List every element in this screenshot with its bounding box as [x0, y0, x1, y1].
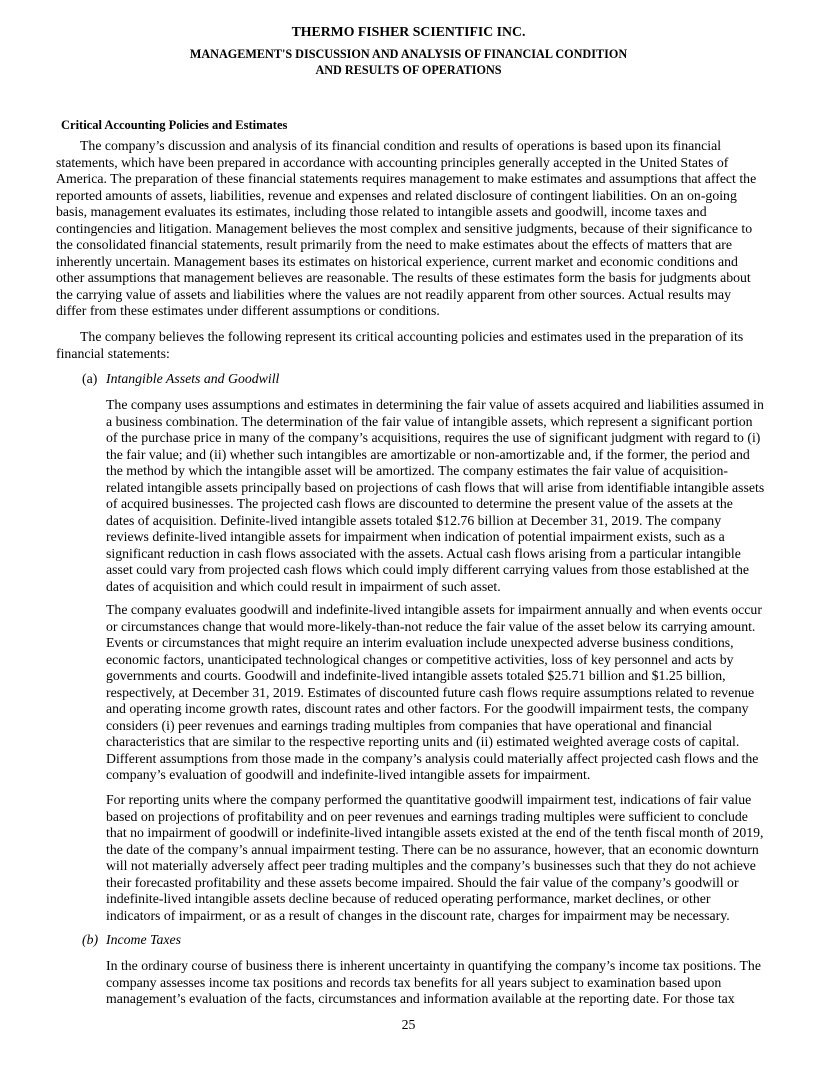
- item-heading-intangible-assets: [82, 371, 279, 388]
- text-line: management’s evaluation of the facts, circumstances and information available at the reporting date. For those tax: [106, 991, 735, 1006]
- text-line: company assesses income tax positions and records tax benefits for all years subject to examination based upon: [106, 974, 722, 990]
- text-line: The company believes the following represent its critical accounting policies and estimates used in the preparation of its: [80, 329, 744, 344]
- text-line: company’s evaluation of goodwill and indefinite-lived intangible assets for impairment.: [106, 767, 591, 782]
- text-line: The company uses assumptions and estimates in determining the fair value of assets acquired and liabilities assumed in: [106, 397, 764, 412]
- text-line: America. The preparation of these financial statements requires management to make estimates and assumptions that affect the: [56, 171, 757, 186]
- text-line: a business combination. The determination of the fair value of intangible assets, which represent a significant portion: [106, 413, 753, 429]
- text-line: characteristics that are similar to the respective reporting units and (ii) estimated weighted average costs of capital.: [106, 734, 740, 749]
- text-line: inherently uncertain. Management bases its estimates on historical experience, current market and economic conditions and: [56, 253, 738, 269]
- text-line: indicators of impairment, or as a result of changes in the discount rate, charges for impairment may be necessary.: [106, 907, 730, 923]
- text-line: will not materially adversely affect peer trading multiples and the company’s businesses such that they do not achieve: [106, 858, 756, 873]
- company-name: THERMO FISHER SCIENTIFIC INC.: [291, 24, 526, 39]
- text-line: contingencies and litigation. Management believes the most complex and sensitive judgments, because of their significance to: [56, 220, 753, 236]
- text-line: of the purchase price in many of the company’s acquisitions, requires the use of significant judgment with regard to (i): [106, 430, 761, 445]
- text-line: Different assumptions from those made in the company’s analysis could materially affect projected cash flows and the: [106, 750, 759, 766]
- item-heading-income-taxes: [82, 932, 181, 949]
- report-title-line-1: MANAGEMENT'S DISCUSSION AND ANALYSIS OF FINANCIAL CONDITION: [189, 47, 628, 61]
- report-title-line-2: AND RESULTS OF OPERATIONS: [315, 63, 502, 77]
- text-line: differ from these estimates under different assumptions or conditions.: [56, 303, 440, 318]
- intangible-assets-paragraph-3: [106, 792, 764, 924]
- intro-paragraph-1: [56, 138, 756, 320]
- text-line: or circumstances change that would more-likely-than-not reduce the fair value of the asset below its carrying amount.: [106, 618, 756, 634]
- page-number: 25: [401, 1017, 416, 1032]
- text-line: the carrying value of assets and liabilities where the values are not readily apparent from other sources. Actual results may: [56, 286, 732, 302]
- text-line: basis, management evaluates its estimates, including those related to intangible assets and goodwill, income taxes and: [56, 204, 707, 219]
- text-line: The company evaluates goodwill and indefinite-lived intangible assets for impairment annually and when events occur: [106, 602, 762, 617]
- text-line: For reporting units where the company performed the quantitative goodwill impairment test, indications of fair value: [106, 792, 752, 807]
- item-title: Income Taxes: [106, 932, 181, 947]
- text-line: governments and courts. Goodwill and indefinite-lived intangible assets totaled $25.71 billion and $1.25 billion,: [106, 668, 726, 683]
- text-line: the date of the company’s annual impairment testing. There can be no assurance, however, that an economic downturn: [106, 841, 759, 857]
- text-line: based on projections of profitability and on peer revenues and earnings trading multiples were sufficient to conclude: [106, 808, 748, 824]
- text-line: Events or circumstances that might require an interim evaluation include unexpected adverse business conditions,: [106, 635, 734, 650]
- text-line: that no impairment of goodwill or indefinite-lived intangible assets existed at the end of the tenth fiscal month of 2019,: [106, 825, 764, 840]
- income-taxes-paragraph-1: [106, 958, 761, 1008]
- item-marker: (b): [82, 932, 99, 947]
- text-line: the method by which the intangible asset will be amortized. The company estimates the fair value of acquisition-: [106, 463, 728, 478]
- item-marker: (a): [82, 371, 98, 386]
- text-line: indefinite-lived intangible assets decline because of reduced operating performance, market declines, or other: [106, 891, 711, 906]
- text-line: other assumptions that management believes are reasonable. The results of these estimates form the basis for judgments about: [56, 270, 751, 285]
- intro-paragraph-2: [56, 329, 743, 362]
- text-line: The company’s discussion and analysis of its financial condition and results of operations is based upon its financial: [80, 138, 722, 153]
- text-line: the consolidated financial statements, result primarily from the need to make estimates about the effects of matters that are: [56, 237, 732, 252]
- text-line: related intangible assets principally based on projections of cash flows that will arise from identifiable intangible assets: [106, 479, 765, 495]
- text-line: asset could vary from projected cash flows which could imply different carrying values from those established at the: [106, 562, 750, 577]
- text-line: In the ordinary course of business there is inherent uncertainty in quantifying the company’s income tax positions. The: [106, 958, 761, 973]
- text-line: of acquired businesses. The projected cash flows are discounted to determine the present value of the assets at the: [106, 496, 733, 511]
- text-line: the fair value; and (ii) whether such intangibles are amortizable or non-amortizable and, if the former, the period and: [106, 446, 750, 462]
- text-line: and operating income growth rates, discount rates and other factors. For the goodwill impairment tests, the company: [106, 701, 749, 716]
- text-line: dates of acquisition. Definite-lived intangible assets totaled $12.76 billion at December 31, 2019. The company: [106, 512, 722, 528]
- text-line: their forecasted profitability and these assets become impaired. Should the fair value of the company’s goodwill or: [106, 874, 739, 890]
- intangible-assets-paragraph-1: [106, 397, 764, 595]
- text-line: economic factors, unanticipated technological changes or competitive activities, loss of key personnel and acts by: [106, 651, 734, 667]
- item-title: Intangible Assets and Goodwill: [106, 371, 280, 386]
- text-line: reported amounts of assets, liabilities, revenue and expenses and related disclosure of contingent liabilities. On an on-going: [56, 187, 737, 203]
- text-line: dates of acquisition and which could result in impairment of such asset.: [106, 578, 501, 594]
- text-line: financial statements:: [56, 345, 170, 361]
- intangible-assets-paragraph-2: [106, 602, 762, 784]
- section-heading: Critical Accounting Policies and Estimates: [61, 118, 288, 132]
- text-line: considers (i) peer revenues and earnings trading multiples from companies that have operational and financial: [106, 717, 713, 733]
- text-line: respectively, at December 31, 2019. Estimates of discounted future cash flows require assumptions related to revenue: [106, 684, 755, 700]
- text-line: significant reduction in cash flows associated with the assets. Actual cash flows arising from a particular intangible: [106, 545, 741, 561]
- text-line: reviews definite-lived intangible assets for impairment when indication of potential impairment exists, such as a: [106, 529, 725, 544]
- text-line: statements, which have been prepared in accordance with accounting principles generally accepted in the United States of: [56, 154, 729, 170]
